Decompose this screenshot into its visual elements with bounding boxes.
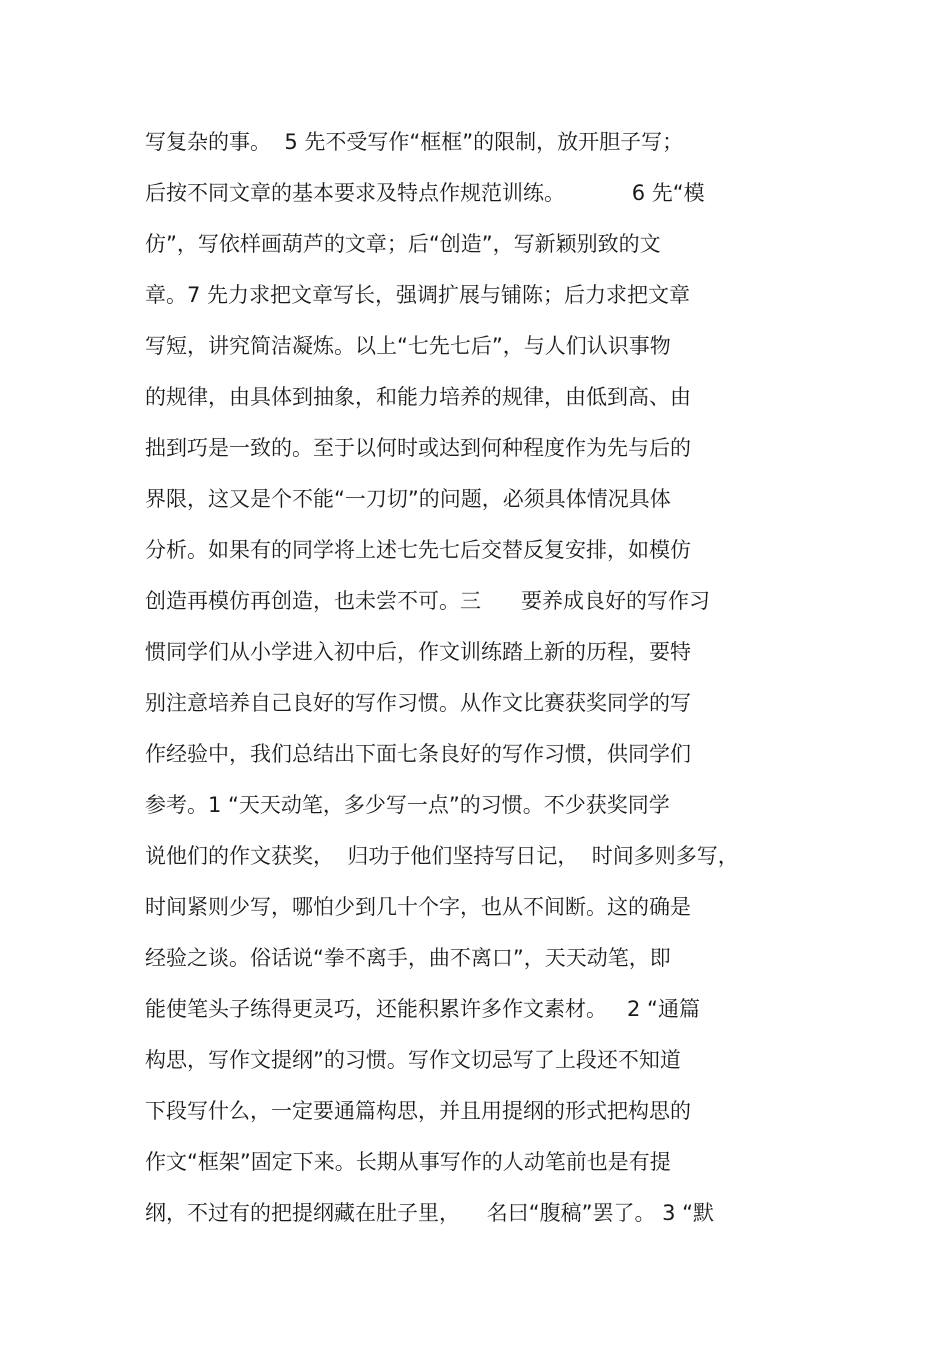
text-line: 写短，讲究简洁凝炼。以上“七先七后”，与人们认识事物 bbox=[145, 334, 671, 358]
text-line: 分析。如果有的同学将上述七先七后交替反复安排，如模仿 bbox=[145, 538, 691, 562]
text-line: 作经验中，我们总结出下面七条良好的写作习惯，供同学们 bbox=[145, 742, 691, 766]
text-line: 作文“框架”固定下来。长期从事写作的人动笔前也是有提 bbox=[145, 1150, 671, 1174]
text-line: 惯同学们从小学进入初中后，作文训练踏上新的历程，要特 bbox=[145, 640, 691, 664]
text-line: 参考。1 “天天动笔，多少写一点”的习惯。不少获奖同学 bbox=[145, 793, 670, 817]
text-line: 界限，这又是个不能“一刀切”的问题，必须具体情况具体 bbox=[145, 487, 671, 511]
text-line: 说他们的作文获奖， 归功于他们坚持写日记， 时间多则多写， bbox=[145, 844, 739, 868]
text-line: 仿”，写依样画葫芦的文章；后“创造”，写新颖别致的文 bbox=[145, 232, 661, 256]
text-line: 的规律，由具体到抽象，和能力培养的规律，由低到高、由 bbox=[145, 385, 691, 409]
text-line: 构思，写作文提纲”的习惯。写作文切忌写了上段还不知道 bbox=[145, 1048, 681, 1072]
text-line: 纲，不过有的把提纲藏在肚子里， 名曰“腹稿”罢了。 3 “默 bbox=[145, 1201, 715, 1225]
text-line: 下段写什么，一定要通篇构思，并且用提纲的形式把构思的 bbox=[145, 1099, 691, 1123]
text-line: 创造再模仿再创造，也未尝不可。三 要养成良好的写作习 bbox=[145, 589, 711, 613]
text-line: 时间紧则少写，哪怕少到几十个字，也从不间断。这的确是 bbox=[145, 895, 691, 919]
text-line: 写复杂的事。 5 先不受写作“框框”的限制，放开胆子写； bbox=[145, 130, 684, 154]
text-line: 能使笔头子练得更灵巧，还能积累许多作文素材。 2 “通篇 bbox=[145, 997, 700, 1021]
text-line: 经验之谈。俗话说“拳不离手，曲不离口”，天天动笔，即 bbox=[145, 946, 671, 970]
text-line: 拙到巧是一致的。至于以何时或达到何种程度作为先与后的 bbox=[145, 436, 691, 460]
text-line: 别注意培养自己良好的写作习惯。从作文比赛获奖同学的写 bbox=[145, 691, 691, 715]
text-line: 章。7 先力求把文章写长，强调扩展与铺陈；后力求把文章 bbox=[145, 283, 691, 307]
text-line: 后按不同文章的基本要求及特点作规范训练。 6 先“模 bbox=[145, 181, 705, 205]
